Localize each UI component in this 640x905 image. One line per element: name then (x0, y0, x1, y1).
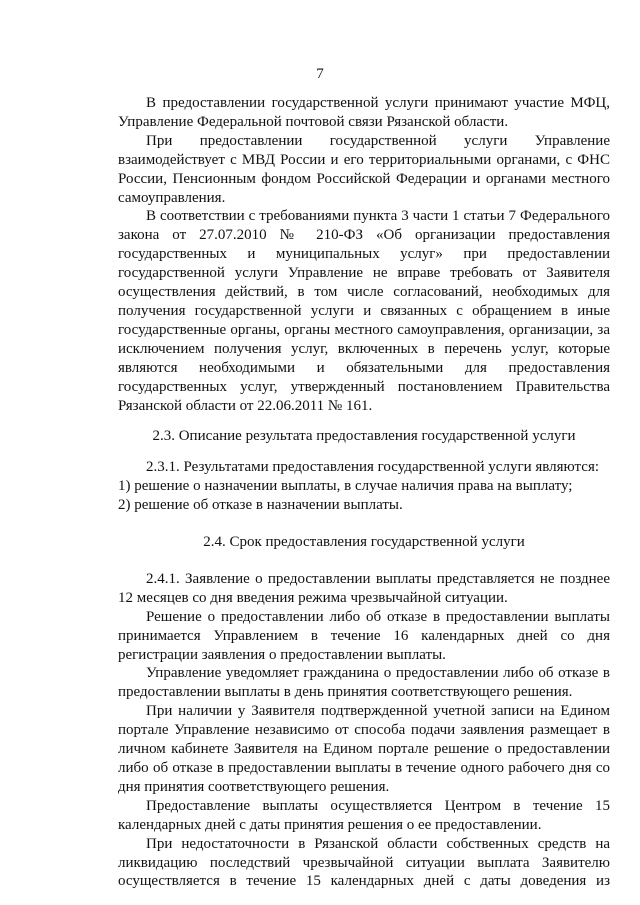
section-heading-2-4: 2.4. Срок предоставления государственной услуги (203, 534, 525, 551)
page-number: 7 (316, 66, 324, 82)
document-body (118, 94, 610, 891)
section-heading-2-3: 2.3. Описание результата предоставления государственной услуги (152, 428, 576, 445)
paragraph: 2.3.1. Результатами предоставления государственной услуги являются: (146, 459, 600, 476)
paragraph: В предоставлении государственной услуги принимают участие МФЦ, Управление Федеральной почтовой связи Рязанской области. (118, 95, 610, 130)
paragraph: Управление уведомляет гражданина о предоставлении либо об отказе в предоставлении выплаты в день принятия соответствующего решения. (118, 665, 610, 701)
paragraph: Решение о предоставлении либо об отказе в предоставлении выплаты принимается Управлением в течение 16 календарных дней со дня регистрации заявления о предоставлении выплаты. (118, 608, 610, 663)
paragraph: 2.4.1. Заявление о предоставлении выплаты представляется не позднее 12 месяцев со дня введения режима чрезвычайной ситуации. (118, 570, 610, 606)
paragraph: При наличии у Заявителя подтвержденной учетной записи на Едином портале Управление независимо от способа подачи заявления размещает в личном кабинете Заявителя на Едином портале решение о предоставлении либо об отказе в предоставлении выплаты в течение одного рабочего дня со дня принятия соответствующего решения. (118, 703, 610, 795)
list-item: 2) решение об отказе в назначении выплаты. (118, 497, 403, 514)
paragraph: При недостаточности в Рязанской области собственных средств на ликвидацию последствий чрезвычайной ситуации выплата Заявителю осуществляется в течение 15 календарных дней с даты доведения из (118, 835, 610, 890)
paragraph: В соответствии с требованиями пункта 3 части 1 статьи 7 Федерального закона от 27.07.2010 № 210-ФЗ «Об организации предоставления государственных и муниципальных услуг» при предоставлении государственной услуги Управление не вправе требовать от Заявителя осуществления действий, в том числе согласований, необходимых для получения государственной услуги и связанных с обращением в иные государственные органы, органы местного самоуправления, организации, за исключением получения услуг, включенных в перечень услуг, которые являются необходимыми и обязательными для предоставления государственных услуг, утвержденный постановлением Правительства Рязанской области от 22.06.2011 № 161. (118, 208, 610, 414)
paragraph: При предоставлении государственной услуги Управление взаимодействует с МВД России и его территориальными органами, с ФНС России, Пенсионным фондом Российской Федерации и органами местного самоуправления. (118, 132, 610, 206)
paragraph: Предоставление выплаты осуществляется Центром в течение 15 календарных дней с даты принятия решения о ее предоставлении. (118, 797, 610, 833)
list-item: 1) решение о назначении выплаты, в случае наличия права на выплату; (118, 478, 573, 495)
